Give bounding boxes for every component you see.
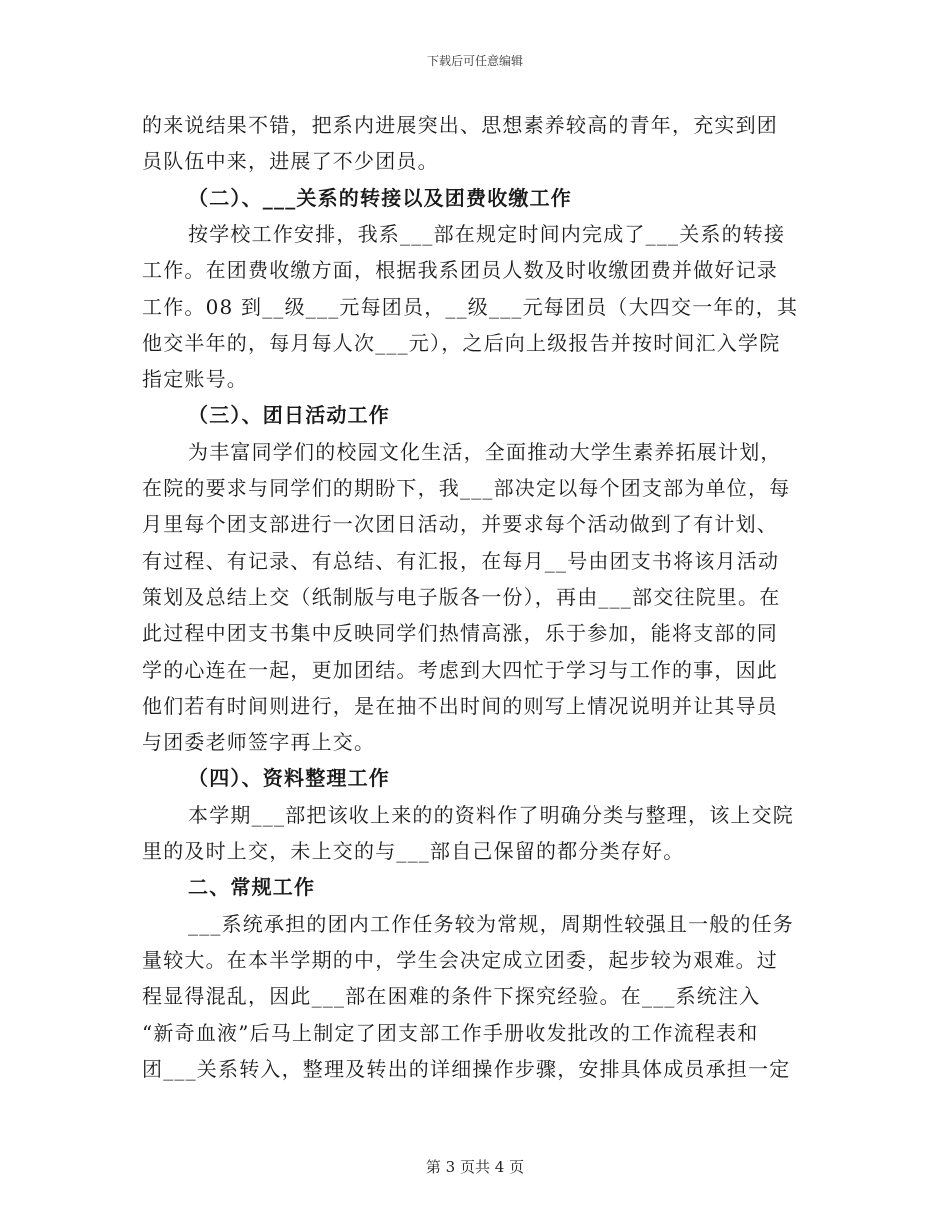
text-line: 在院的要求与同学们的期盼下，我___部决定以每个团支部为单位，每 (142, 476, 791, 500)
page-footer: 第 3 页共 4 页 (425, 1158, 525, 1176)
section-heading: （四）、资料整理工作 (188, 766, 390, 791)
text-line: 为丰富同学们的校园文化生活，全面推动大学生素养拓展计划， (188, 439, 782, 464)
section-heading: 二、常规工作 (188, 875, 316, 900)
text-line: 学的心连在一起，更加团结。考虑到大四忙于学习与工作的事，因此 (142, 657, 778, 682)
text-line: 他们若有时间则进行，是在抽不出时间的则写上情况说明并让其导员 (142, 693, 778, 718)
text-line: 有过程、有记录、有总结、有汇报，在每月__号由团支书将该月活动 (142, 548, 780, 573)
text-line: 里的及时上交，未上交的与___部自己保留的都分类存好。 (142, 839, 685, 863)
text-line: ___系统承担的团内工作任务较为常规，周期性较强且一般的任务 (188, 911, 794, 936)
text-line: 他交半年的，每月每人次___元），之后向上级报告并按时间汇入学院 (142, 330, 781, 355)
text-line: 指定账号。 (142, 367, 248, 392)
section-heading: （三）、团日活动工作 (188, 403, 390, 428)
text-line: 程显得混乱，因此___部在困难的条件下探究经验。在___系统注入 (142, 984, 761, 1009)
text-line: 与团委老师签字再上交。 (142, 730, 376, 755)
text-line: 团___关系转入，整理及转出的详细操作步骤，安排具体成员承担一定 (142, 1056, 791, 1081)
text-line: 月里每个团支部进行一次团日活动，并要求每个活动做到了有计划、 (142, 512, 778, 537)
text-line: 工作。在团费收缴方面，根据我系团员人数及时收缴团费并做好记录 (142, 258, 778, 283)
text-line: 本学期___部把该收上来的的资料作了明确分类与整理，该上交院 (188, 802, 794, 827)
text-line: 工作。08 到__级___元每团员，__级___元每团员（大四交一年的，其 (142, 294, 799, 319)
text-line: 的来说结果不错，把系内进展突出、思想素养较高的青年，充实到团 (142, 113, 778, 137)
page-header: 下载后可任意编辑 (426, 54, 523, 68)
text-line: 此过程中团支书集中反映同学们热情高涨，乐于参加，能将支部的同 (142, 621, 778, 646)
section-heading: （二）、___关系的转接以及团费收缴工作 (188, 185, 572, 210)
text-line: 按学校工作安排，我系___部在规定时间内完成了___关系的转接 (188, 221, 786, 246)
text-line: 策划及总结上交（纸制版与电子版各一份），再由___部交往院里。在 (142, 584, 781, 609)
text-line: 量较大。在本半学期的中，学生会决定成立团委，起步较为艰难。过 (142, 947, 778, 972)
text-line: 员队伍中来，进展了不少团员。 (142, 149, 439, 174)
text-line: “新奇血液”后马上制定了团支部工作手册收发批改的工作流程表和 (142, 1020, 759, 1045)
